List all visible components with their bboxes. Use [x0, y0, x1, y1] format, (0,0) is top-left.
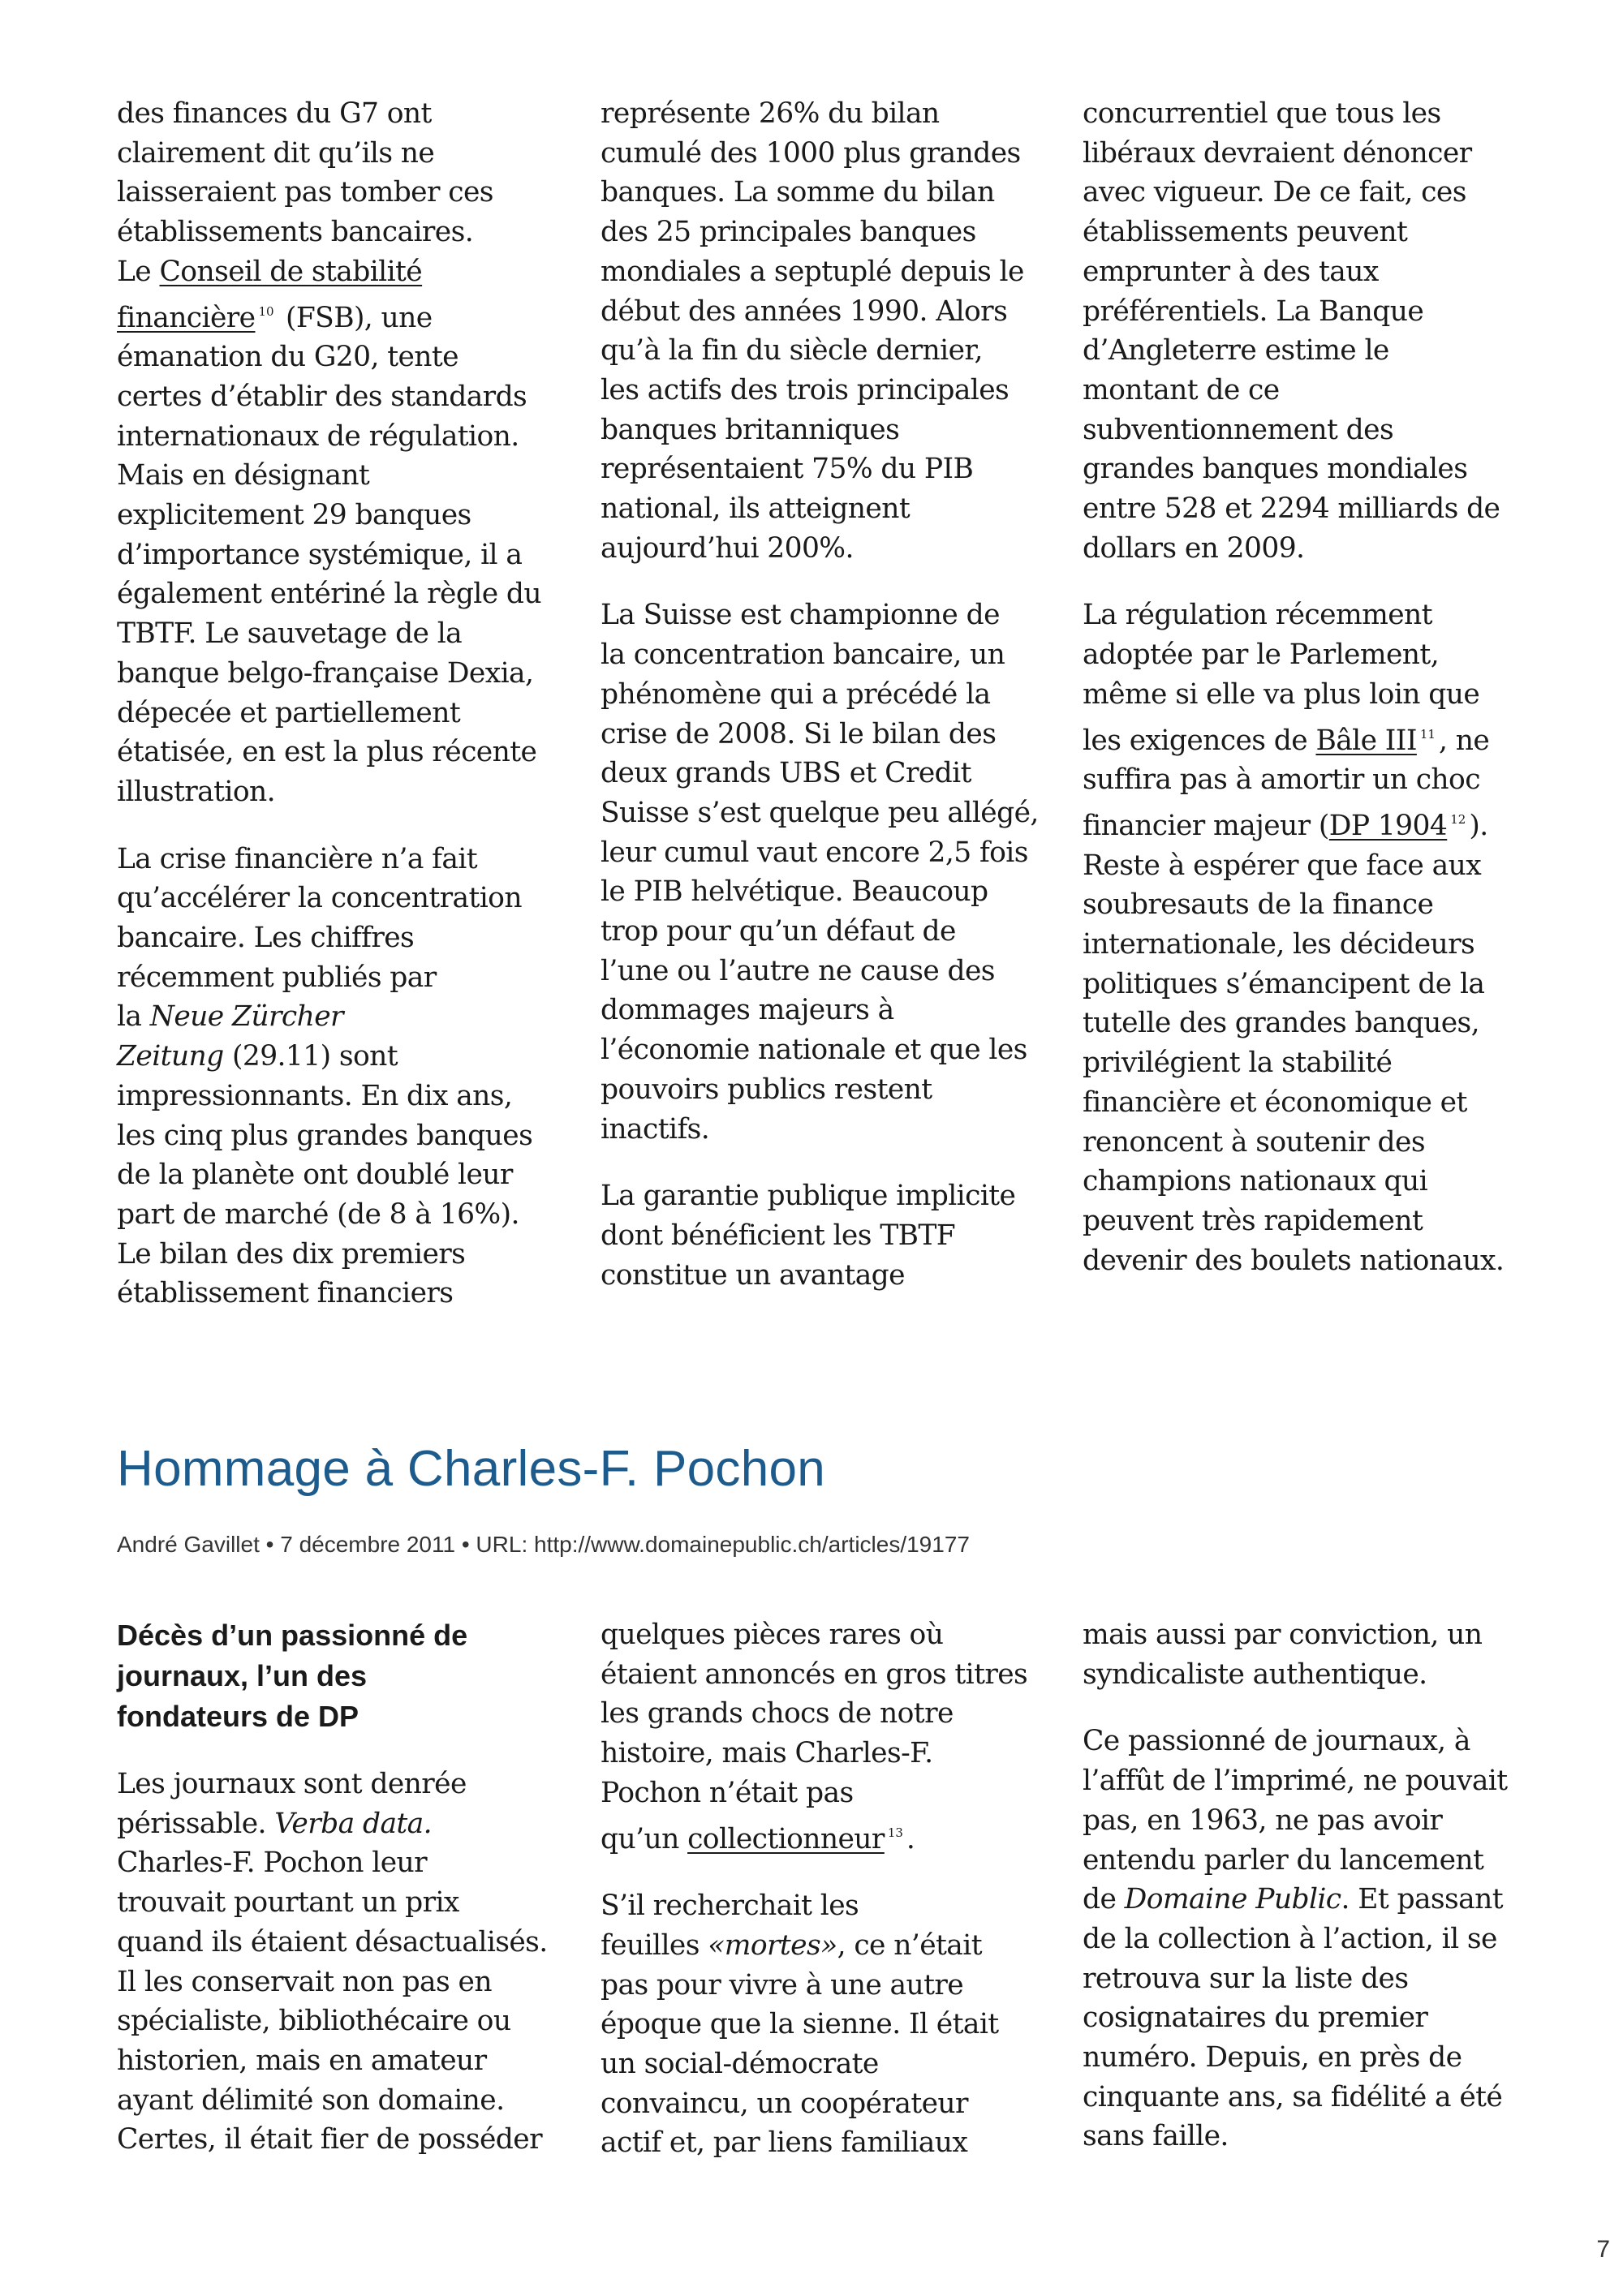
text-line: Ce passionné de journaux, à [1083, 1725, 1470, 1758]
text-line: emprunter à des taux [1083, 255, 1379, 288]
text: ). [1469, 809, 1488, 842]
article2-column-2 [601, 1615, 1039, 2191]
link-dp-1904[interactable]: DP 1904 [1328, 809, 1448, 842]
text-line: internationaux de régulation. [117, 419, 519, 453]
text-line: étaient annoncés en gros titres [601, 1658, 1028, 1691]
text-line: avec vigueur. De ce fait, ces [1083, 176, 1466, 209]
text-line: retrouva sur la liste des [1083, 1962, 1409, 1995]
text-line [117, 1037, 555, 1077]
text-line: de la collection à l’action, il se [1083, 1922, 1497, 1955]
text-line: laisseraient pas tomber ces [117, 176, 493, 209]
text-line: trouvait pourtant un prix [117, 1886, 459, 1920]
text-line: illustration. [117, 775, 276, 808]
text-line: pouvoirs publics restent [601, 1073, 932, 1106]
text-line: Il les conservait non pas en [117, 1965, 492, 1998]
text-line: actif et, par liens familiaux [601, 2126, 968, 2160]
article-lead [117, 1615, 555, 1737]
text-line: soubresauts de la finance [1083, 888, 1434, 922]
text-line: crise de 2008. Si le bilan des [601, 717, 997, 750]
text-line: numéro. Depuis, en près de [1083, 2041, 1462, 2075]
page-number: 7 [1596, 2236, 1610, 2263]
text-line: cinquante ans, sa fidélité a été [1083, 2080, 1503, 2113]
text-line: peuvent très rapidement [1083, 1204, 1423, 1237]
article1-column-2 [601, 94, 1039, 1322]
text-line: entre 528 et 2294 milliards de [1083, 492, 1500, 526]
text-line: quelques pièces rares où [601, 1619, 944, 1651]
paragraph [1083, 1615, 1521, 1694]
text-line: La crise financière n’a fait [117, 842, 477, 875]
text-line: convaincu, un coopérateur [601, 2087, 968, 2120]
paragraph [117, 840, 555, 1314]
footnote-ref[interactable]: 12 [1450, 811, 1466, 827]
text-line: dont bénéficient les TBTF [601, 1219, 956, 1252]
text-line: établissements peuvent [1083, 216, 1408, 249]
text-line: les grands chocs de notre [601, 1697, 954, 1731]
paragraph [601, 595, 1039, 1149]
text-line: des finances du G7 ont [117, 97, 432, 130]
text-line: La régulation récemment [1083, 599, 1432, 632]
text-line: clairement dit qu’ils ne [117, 136, 435, 170]
article1-column-3 [1083, 94, 1521, 1308]
text: périssable. [117, 1807, 275, 1840]
text: (FSB), une [277, 301, 433, 334]
text: . [906, 1822, 915, 1855]
text-line: un social-démocrate [601, 2048, 879, 2081]
text-line: subventionnement des [1083, 413, 1394, 446]
text-line: Les journaux sont denrée [117, 1768, 467, 1800]
text-line: historien, mais en amateur [117, 2044, 487, 2077]
text-line: financière et économique et [1083, 1086, 1467, 1119]
text-line: Certes, il était fier de posséder [117, 2123, 542, 2156]
text-line: d’importance systémique, il a [117, 538, 523, 571]
article-byline: André Gavillet • 7 décembre 2011 • URL: http://www.domainepublic.ch/articles/19177 [117, 1532, 970, 1557]
text-line: renoncent à soutenir des [1083, 1125, 1425, 1159]
text-line: Décès d’un passionné de [117, 1619, 468, 1652]
text: les exigences de [1083, 724, 1316, 757]
text-line [1083, 800, 1521, 846]
text-line: histoire, mais Charles-F. [601, 1737, 933, 1770]
text-line: internationale, les décideurs [1083, 928, 1475, 961]
newspaper-name: Neue Zürcher [149, 1000, 343, 1034]
text-line: les cinq plus grandes banques [117, 1119, 533, 1152]
text-line: TBTF. Le sauvetage de la [117, 617, 463, 651]
footnote-ref[interactable]: 13 [887, 1825, 903, 1840]
text-line: politiques s’émancipent de la [1083, 967, 1485, 1000]
text-line: deux grands UBS et Credit [601, 757, 971, 790]
text-line: d’Angleterre estime le [1083, 334, 1389, 368]
text-line: cosignataires du premier [1083, 2001, 1428, 2035]
text-line: l’affût de l’imprimé, ne pouvait [1083, 1765, 1508, 1798]
text-line: époque que la sienne. Il était [601, 2008, 999, 2041]
text-line: leur cumul vaut encore 2,5 fois [601, 836, 1028, 869]
text-line: tutelle des grandes banques, [1083, 1007, 1479, 1040]
text-line: établissement financiers [117, 1277, 454, 1310]
text-line: banque belgo-française Dexia, [117, 656, 534, 690]
text-line: adoptée par le Parlement, [1083, 638, 1440, 672]
newspaper-name: Zeitung [117, 1040, 224, 1073]
paragraph [601, 94, 1039, 568]
text-line [1083, 715, 1521, 761]
text-line: les actifs des trois principales [601, 373, 1010, 406]
text-line [601, 1813, 1039, 1860]
text: (29.11) sont [223, 1040, 398, 1073]
paragraph [1083, 1722, 1521, 2156]
text: , ce n’était [837, 1928, 982, 1962]
latin-phrase: Verba data. [274, 1807, 433, 1840]
link-financiere[interactable]: financière [117, 301, 256, 334]
publication-name: Domaine Public [1124, 1883, 1341, 1916]
text-line: Reste à espérer que face aux [1083, 849, 1482, 882]
text-line: le PIB helvétique. Beaucoup [601, 875, 988, 909]
text-line: établissements bancaires. [117, 216, 474, 249]
text-line: La Suisse est championne de [601, 599, 1000, 632]
text: financier majeur ( [1083, 809, 1329, 842]
text-line: impressionnants. En dix ans, [117, 1079, 513, 1112]
paragraph [1083, 595, 1521, 1280]
text-line: des 25 principales banques [601, 216, 976, 249]
text-line: banques. La somme du bilan [601, 176, 995, 209]
text-line: mais aussi par conviction, un [1083, 1619, 1483, 1651]
text-line [601, 1926, 1039, 1966]
text-line: Le bilan des dix premiers [117, 1237, 466, 1271]
text-line: trop pour qu’un défaut de [601, 915, 956, 948]
text-line: sans faille. [1083, 2120, 1229, 2153]
text-line: pas, en 1963, ne pas avoir [1083, 1804, 1443, 1837]
text-line: journaux, l’un des [117, 1659, 368, 1692]
text-line: étatisée, en est la plus récente [117, 736, 537, 769]
text-line: spécialiste, bibliothécaire ou [117, 2005, 511, 2038]
text: qu’un [601, 1822, 688, 1855]
text-line: concurrentiel que tous les [1083, 97, 1441, 130]
footnote-ref[interactable]: 11 [1419, 726, 1436, 742]
link-conseil-stabilite[interactable]: Conseil de stabilité [159, 255, 423, 288]
text: la [117, 1000, 150, 1034]
text-line: Charles-F. Pochon leur [117, 1847, 428, 1880]
text-line: qu’accélérer la concentration [117, 882, 522, 915]
text-line: S’il recherchait les [601, 1890, 859, 1923]
quoted-word: «mortes» [708, 1928, 837, 1962]
text: . Et passant [1341, 1883, 1503, 1916]
text-line: qu’à la fin du siècle dernier, [601, 334, 983, 368]
text-line: l’une ou l’autre ne cause des [601, 954, 995, 987]
text-line: constitue un avantage [601, 1258, 905, 1292]
paragraph [601, 1615, 1039, 1859]
text: Le [117, 255, 160, 288]
paragraph [117, 1765, 555, 2160]
text: de [1083, 1883, 1125, 1916]
text-line: part de marché (de 8 à 16%). [117, 1197, 519, 1231]
text-line: bancaire. Les chiffres [117, 922, 415, 955]
text-line: représentaient 75% du PIB [601, 453, 974, 486]
text-line: suffira pas à amortir un choc [1083, 763, 1480, 797]
text-line: représente 26% du bilan [601, 97, 940, 130]
text-line: syndicaliste authentique. [1083, 1658, 1427, 1691]
text-line: début des années 1990. Alors [601, 295, 1008, 328]
paragraph [1083, 94, 1521, 568]
article1-column-1 [117, 94, 555, 1341]
text-line: dépecée et partiellement [117, 696, 461, 729]
text-line: national, ils atteignent [601, 492, 911, 526]
text-line [117, 1804, 555, 1844]
text-line: phénomène qui a précédé la [601, 677, 991, 711]
text-line: émanation du G20, tente [117, 341, 458, 374]
text-line: Mais en désignant [117, 459, 370, 492]
paragraph [117, 94, 555, 812]
article2-column-3 [1083, 1615, 1521, 2184]
text-line: ayant délimité son domaine. [117, 2083, 505, 2117]
paragraph [601, 1176, 1039, 1295]
text-line: cumulé des 1000 plus grandes [601, 136, 1021, 170]
text-line: montant de ce [1083, 373, 1280, 406]
text-line: quand ils étaient désactualisés. [117, 1925, 548, 1958]
text-line: également entériné la règle du [117, 578, 542, 611]
text-line: libéraux devraient dénoncer [1083, 136, 1472, 170]
text-line: entendu parler du lancement [1083, 1843, 1484, 1877]
text-line [117, 292, 555, 338]
text-line: Suisse s’est quelque peu allégé, [601, 796, 1039, 829]
text-line: privilégient la stabilité [1083, 1047, 1393, 1080]
text: , ne [1438, 724, 1490, 757]
text-line: préférentiels. La Banque [1083, 295, 1424, 328]
text-line: mondiales a septuplé depuis le [601, 255, 1024, 288]
text-line [117, 997, 555, 1037]
text-line: aujourd’hui 200%. [601, 531, 854, 565]
text-line: banques britanniques [601, 413, 900, 446]
link-bale-iii[interactable]: Bâle III [1315, 724, 1417, 757]
link-collectionneur[interactable]: collectionneur [687, 1822, 885, 1855]
text-line: dollars en 2009. [1083, 531, 1305, 565]
text-line: récemment publiés par [117, 961, 437, 994]
article-title: Hommage à Charles-F. Pochon [117, 1441, 826, 1497]
text-line [117, 252, 555, 292]
paragraph [601, 1886, 1039, 2163]
text-line: La garantie publique implicite [601, 1180, 1016, 1213]
text: feuilles [601, 1928, 708, 1962]
text-line: explicitement 29 banques [117, 499, 471, 532]
text-line: pas pour vivre à une autre [601, 1968, 964, 2001]
text-line: fondateurs de DP [117, 1700, 359, 1733]
text-line: la concentration bancaire, un [601, 638, 1005, 672]
text-line: devenir des boulets nationaux. [1083, 1244, 1505, 1277]
text-line: grandes banques mondiales [1083, 453, 1468, 486]
text-line: dommages majeurs à [601, 994, 894, 1027]
text-line: l’économie nationale et que les [601, 1034, 1027, 1067]
text-line: même si elle va plus loin que [1083, 677, 1480, 711]
text-line [1083, 1880, 1521, 1920]
text-line: inactifs. [601, 1112, 710, 1146]
text-line: champions nationaux qui [1083, 1165, 1428, 1198]
article2-column-1 [117, 1615, 555, 2187]
text-line: de la planète ont doublé leur [117, 1159, 513, 1192]
footnote-ref[interactable]: 10 [258, 303, 274, 319]
text-line: Pochon n’était pas [601, 1776, 854, 1809]
text-line: certes d’établir des standards [117, 380, 527, 413]
